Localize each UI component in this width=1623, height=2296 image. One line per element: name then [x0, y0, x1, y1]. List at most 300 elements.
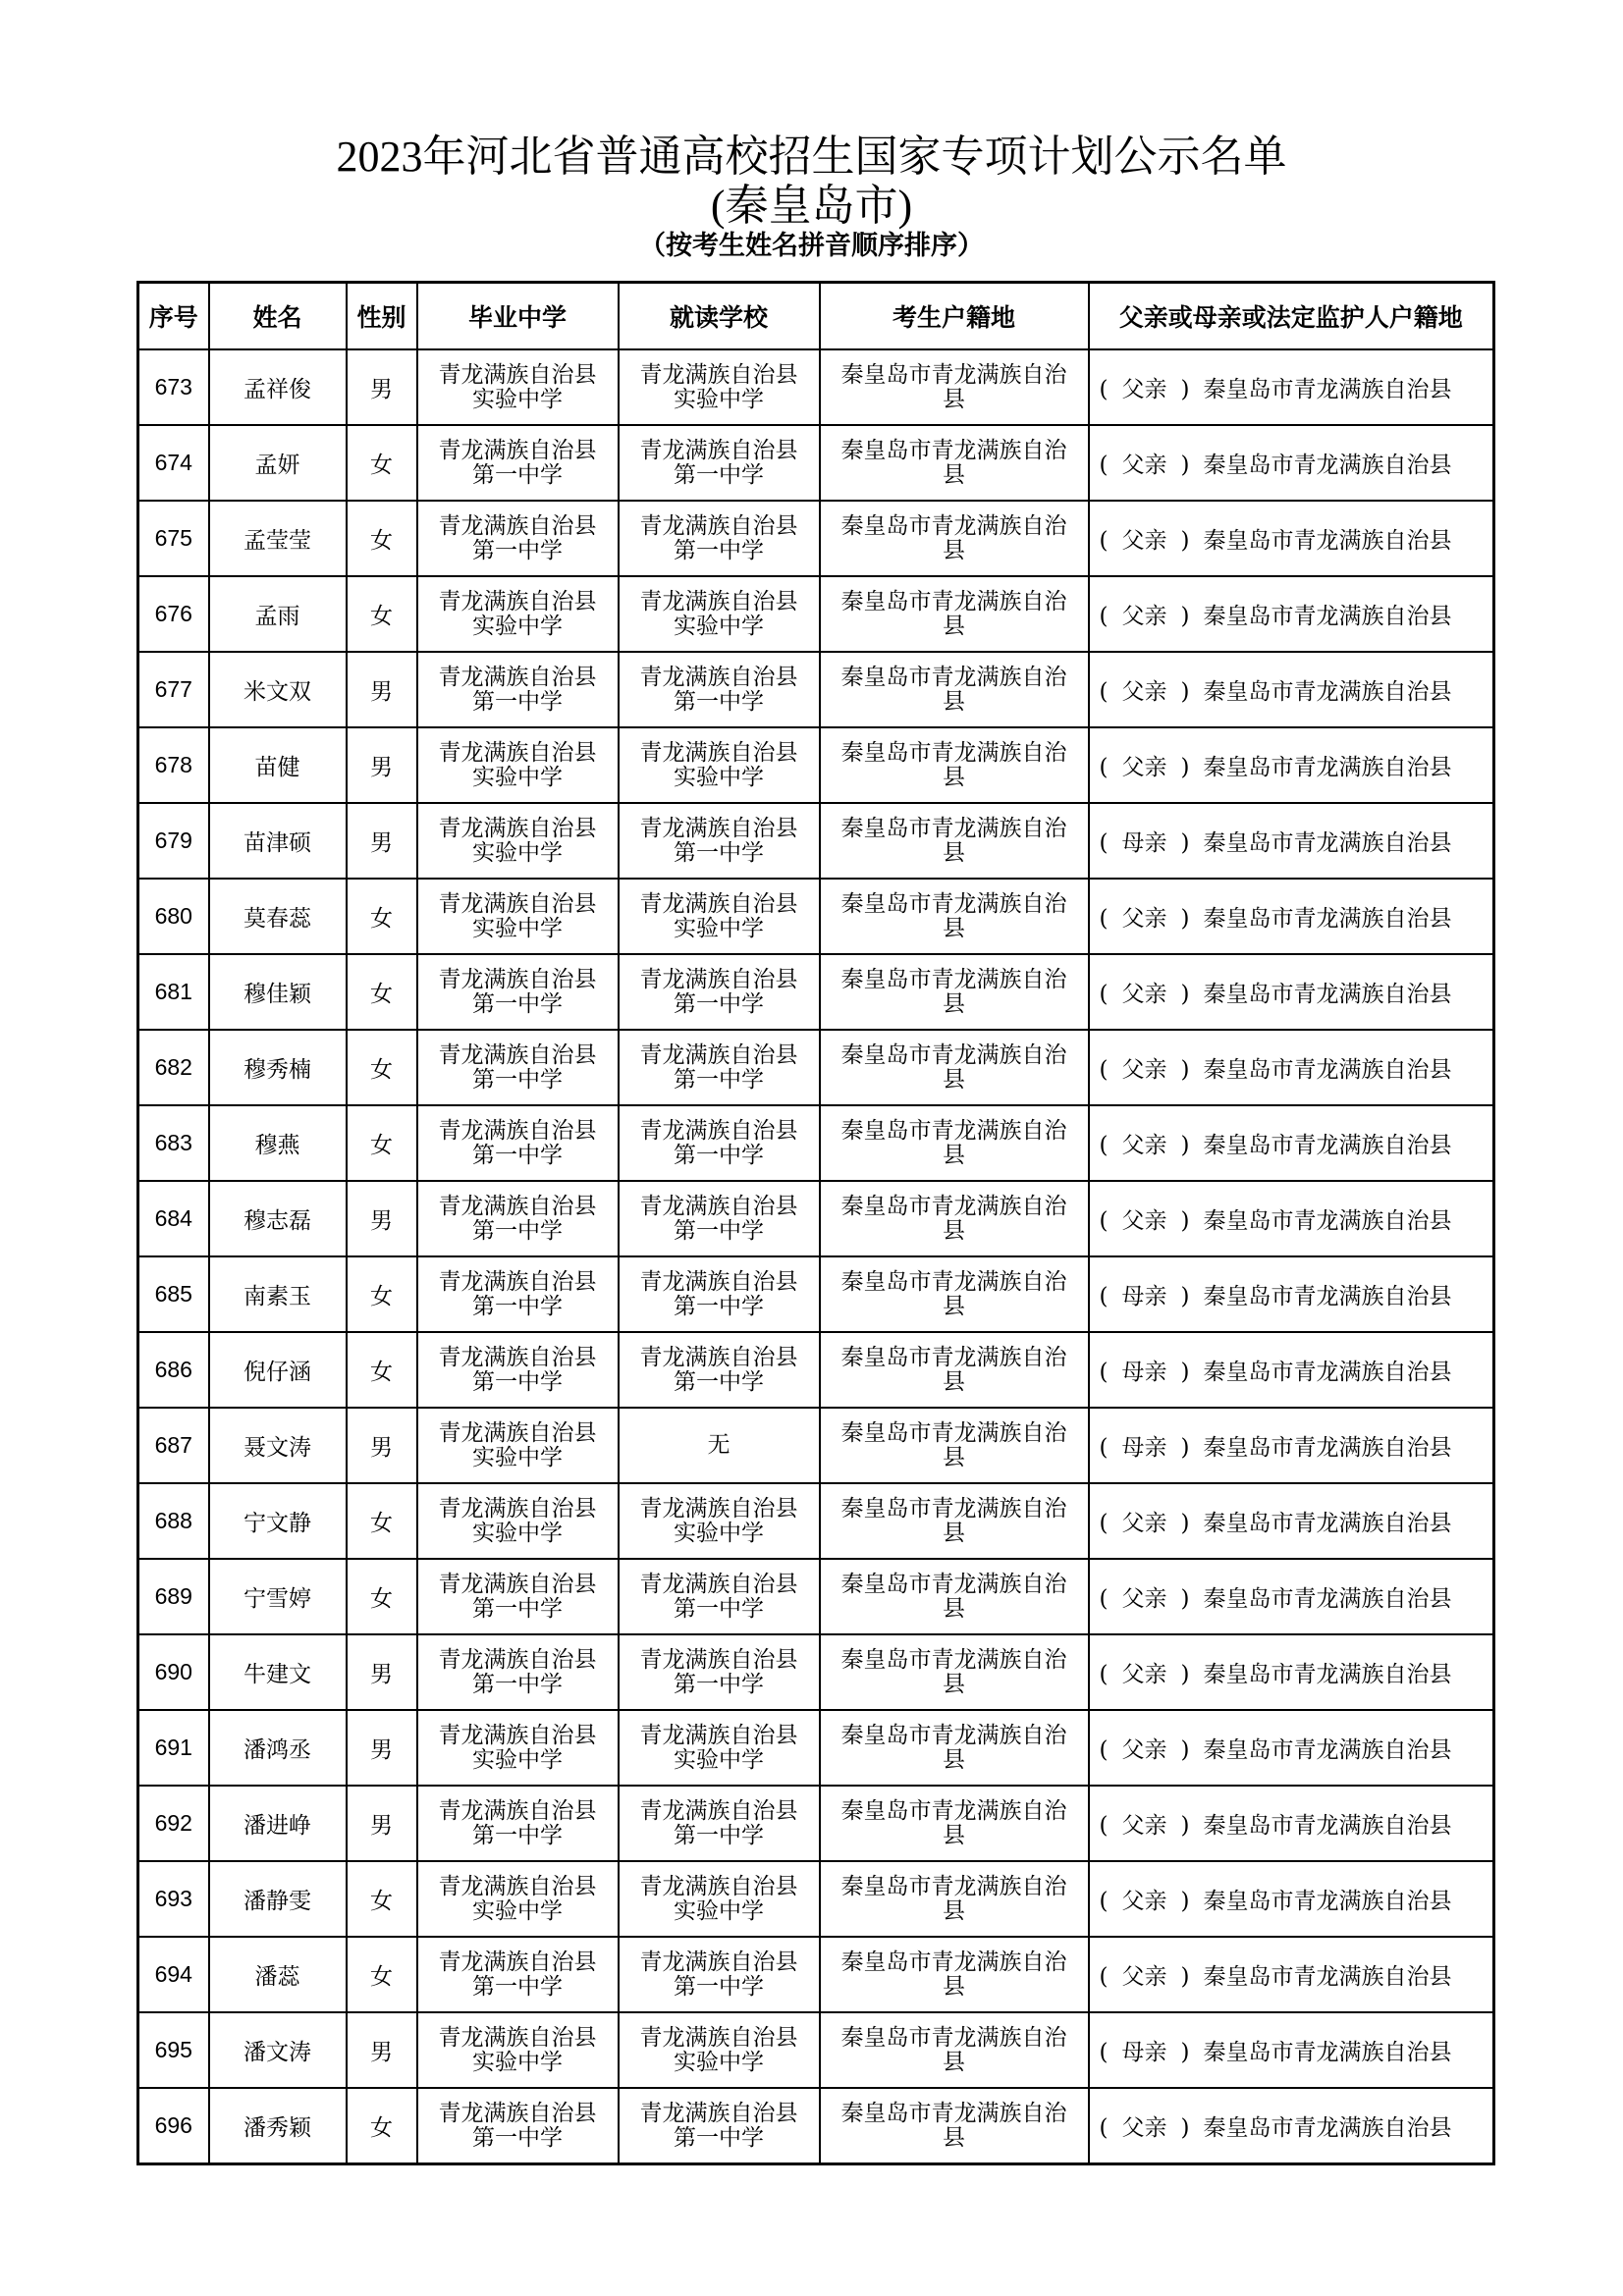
cell-gender: 男 — [347, 1634, 417, 1710]
cell-current-school-line: 青龙满族自治县 — [639, 1646, 798, 1673]
cell-graduation-school — [417, 1483, 619, 1559]
cell-student-hukou-line: 县 — [943, 2124, 965, 2151]
cell-graduation-school — [417, 1710, 619, 1786]
cell-serial-number: 693 — [138, 1861, 209, 1937]
cell-serial-number: 686 — [138, 1332, 209, 1408]
cell-student-name: 南素玉 — [209, 1256, 347, 1332]
cell-graduation-school-line: 青龙满族自治县 — [438, 1193, 597, 1219]
close-paren: ) — [1180, 1813, 1190, 1839]
cell-graduation-school-line: 实验中学 — [472, 915, 563, 941]
cell-serial-number: 680 — [138, 879, 209, 954]
cell-student-name: 穆秀楠 — [209, 1030, 347, 1105]
cell-gender: 男 — [347, 652, 417, 727]
cell-gender: 女 — [347, 501, 417, 576]
cell-graduation-school-line: 实验中学 — [472, 1746, 563, 1773]
cell-guardian-hukou — [1089, 1559, 1494, 1634]
cell-guardian-hukou — [1089, 954, 1494, 1030]
cell-student-name: 潘静雯 — [209, 1861, 347, 1937]
cell-guardian-hukou — [1089, 1181, 1494, 1256]
cell-graduation-school-line: 青龙满族自治县 — [438, 1041, 597, 1068]
open-paren: ( — [1099, 2115, 1109, 2141]
cell-current-school-line: 实验中学 — [674, 2049, 764, 2075]
guardian-relation: 父亲 — [1121, 604, 1167, 629]
cell-student-hukou-line: 县 — [943, 1368, 965, 1395]
cell-current-school-line: 青龙满族自治县 — [639, 1268, 798, 1295]
cell-student-hukou-line: 县 — [943, 1444, 965, 1470]
cell-serial-number: 692 — [138, 1786, 209, 1861]
cell-serial-number: 677 — [138, 652, 209, 727]
cell-gender: 男 — [347, 2012, 417, 2088]
guardian-relation: 父亲 — [1121, 1889, 1167, 1914]
guardian-hukou-place: 秦皇岛市青龙满族自治县 — [1203, 830, 1452, 856]
cell-graduation-school-line: 青龙满族自治县 — [438, 1646, 597, 1673]
guardian-hukou-place: 秦皇岛市青龙满族自治县 — [1203, 1511, 1452, 1536]
cell-student-hukou — [820, 1332, 1089, 1408]
guardian-relation: 父亲 — [1121, 377, 1167, 402]
close-paren: ) — [1180, 1662, 1190, 1687]
guardian-relation: 父亲 — [1121, 1586, 1167, 1612]
cell-student-hukou-line: 县 — [943, 688, 965, 715]
close-paren: ) — [1180, 1057, 1190, 1083]
cell-student-hukou-line: 县 — [943, 386, 965, 412]
cell-student-hukou-line: 秦皇岛市青龙满族自治 — [840, 890, 1067, 917]
close-paren: ) — [1180, 1360, 1190, 1385]
cell-gender: 男 — [347, 803, 417, 879]
cell-current-school-line: 实验中学 — [674, 386, 764, 412]
table-row — [138, 1483, 1494, 1559]
cell-student-hukou-line: 秦皇岛市青龙满族自治 — [840, 588, 1067, 614]
cell-graduation-school — [417, 1559, 619, 1634]
cell-graduation-school — [417, 1181, 619, 1256]
table-row — [138, 1710, 1494, 1786]
cell-current-school-line: 第一中学 — [674, 688, 764, 715]
cell-guardian-hukou — [1089, 1710, 1494, 1786]
cell-student-name: 苗健 — [209, 727, 347, 803]
cell-current-school-line: 实验中学 — [674, 1746, 764, 1773]
cell-current-school — [619, 1634, 820, 1710]
open-paren: ( — [1099, 679, 1109, 705]
close-paren: ) — [1180, 906, 1190, 932]
cell-student-hukou-line: 秦皇岛市青龙满族自治 — [840, 1646, 1067, 1673]
cell-current-school-line: 第一中学 — [674, 461, 764, 488]
guardian-hukou-place: 秦皇岛市青龙满族自治县 — [1203, 1737, 1452, 1763]
cell-current-school — [619, 1105, 820, 1181]
cell-graduation-school-line: 第一中学 — [472, 990, 563, 1017]
guardian-relation: 父亲 — [1121, 906, 1167, 932]
cell-student-hukou — [820, 727, 1089, 803]
guardian-hukou-place: 秦皇岛市青龙满族自治县 — [1203, 1662, 1452, 1687]
cell-current-school — [619, 1937, 820, 2012]
cell-guardian-hukou — [1089, 1332, 1494, 1408]
cell-current-school-line: 青龙满族自治县 — [639, 1873, 798, 1899]
guardian-relation: 父亲 — [1121, 1662, 1167, 1687]
cell-current-school-line: 实验中学 — [674, 1897, 764, 1924]
table-row — [138, 879, 1494, 954]
guardian-relation: 父亲 — [1121, 1057, 1167, 1083]
cell-guardian-hukou — [1089, 349, 1494, 425]
cell-student-name: 孟祥俊 — [209, 349, 347, 425]
cell-student-hukou-line: 秦皇岛市青龙满族自治 — [840, 512, 1067, 539]
close-paren: ) — [1180, 1284, 1190, 1309]
cell-current-school — [619, 1030, 820, 1105]
cell-student-name: 宁文静 — [209, 1483, 347, 1559]
cell-student-name: 穆志磊 — [209, 1181, 347, 1256]
table-row — [138, 2012, 1494, 2088]
guardian-relation: 父亲 — [1121, 1813, 1167, 1839]
table-row — [138, 349, 1494, 425]
open-paren: ( — [1099, 1889, 1109, 1914]
column-header-name: 姓名 — [209, 283, 347, 350]
cell-current-school-line: 实验中学 — [674, 915, 764, 941]
cell-student-hukou-line: 县 — [943, 1671, 965, 1697]
cell-student-hukou-line: 县 — [943, 1142, 965, 1168]
cell-student-hukou-line: 秦皇岛市青龙满族自治 — [840, 1797, 1067, 1824]
cell-current-school — [619, 1786, 820, 1861]
cell-current-school — [619, 1710, 820, 1786]
cell-graduation-school — [417, 425, 619, 501]
cell-student-name: 潘进峥 — [209, 1786, 347, 1861]
open-paren: ( — [1099, 377, 1109, 402]
cell-guardian-hukou — [1089, 652, 1494, 727]
cell-student-hukou-line: 秦皇岛市青龙满族自治 — [840, 2100, 1067, 2126]
cell-current-school-line: 第一中学 — [674, 1822, 764, 1848]
cell-guardian-hukou — [1089, 1786, 1494, 1861]
open-paren: ( — [1099, 1737, 1109, 1763]
guardian-hukou-place: 秦皇岛市青龙满族自治县 — [1203, 1435, 1452, 1461]
guardian-hukou-place: 秦皇岛市青龙满族自治县 — [1203, 1057, 1452, 1083]
open-paren: ( — [1099, 1813, 1109, 1839]
cell-current-school-line: 第一中学 — [674, 1066, 764, 1093]
cell-current-school — [619, 576, 820, 652]
cell-current-school — [619, 1559, 820, 1634]
cell-current-school-line: 实验中学 — [674, 613, 764, 639]
cell-serial-number: 694 — [138, 1937, 209, 2012]
cell-student-hukou — [820, 1483, 1089, 1559]
open-paren: ( — [1099, 1284, 1109, 1309]
cell-student-name: 穆佳颖 — [209, 954, 347, 1030]
cell-graduation-school-line: 实验中学 — [472, 764, 563, 790]
cell-student-hukou-line: 县 — [943, 839, 965, 866]
roster-table — [136, 281, 1495, 2165]
guardian-relation: 父亲 — [1121, 982, 1167, 1007]
guardian-hukou-place: 秦皇岛市青龙满族自治县 — [1203, 755, 1452, 780]
cell-guardian-hukou — [1089, 1634, 1494, 1710]
cell-student-hukou-line: 秦皇岛市青龙满族自治 — [840, 1117, 1067, 1144]
open-paren: ( — [1099, 1057, 1109, 1083]
cell-current-school-line: 青龙满族自治县 — [639, 815, 798, 841]
column-header-guardian-hukou: 父亲或母亲或法定监护人户籍地 — [1089, 283, 1494, 350]
cell-current-school-line: 青龙满族自治县 — [639, 890, 798, 917]
open-paren: ( — [1099, 1586, 1109, 1612]
cell-graduation-school-line: 实验中学 — [472, 613, 563, 639]
cell-current-school — [619, 1332, 820, 1408]
cell-student-name: 苗津硕 — [209, 803, 347, 879]
cell-current-school — [619, 727, 820, 803]
cell-guardian-hukou — [1089, 803, 1494, 879]
cell-guardian-hukou — [1089, 1408, 1494, 1483]
cell-current-school-line: 青龙满族自治县 — [639, 1949, 798, 1975]
guardian-hukou-place: 秦皇岛市青龙满族自治县 — [1203, 906, 1452, 932]
close-paren: ) — [1180, 2115, 1190, 2141]
cell-serial-number: 695 — [138, 2012, 209, 2088]
cell-student-hukou-line: 秦皇岛市青龙满族自治 — [840, 1495, 1067, 1522]
cell-graduation-school-line: 青龙满族自治县 — [438, 1873, 597, 1899]
cell-student-hukou-line: 秦皇岛市青龙满族自治 — [840, 1571, 1067, 1597]
guardian-hukou-place: 秦皇岛市青龙满族自治县 — [1203, 2040, 1452, 2065]
cell-student-hukou-line: 秦皇岛市青龙满族自治 — [840, 966, 1067, 992]
cell-gender: 男 — [347, 1408, 417, 1483]
cell-graduation-school-line: 第一中学 — [472, 1671, 563, 1697]
guardian-relation: 父亲 — [1121, 1133, 1167, 1158]
cell-current-school-line: 青龙满族自治县 — [639, 361, 798, 388]
cell-student-hukou-line: 县 — [943, 613, 965, 639]
cell-current-school — [619, 652, 820, 727]
guardian-hukou-place: 秦皇岛市青龙满族自治县 — [1203, 377, 1452, 402]
cell-student-hukou — [820, 1559, 1089, 1634]
open-paren: ( — [1099, 2040, 1109, 2065]
cell-guardian-hukou — [1089, 1256, 1494, 1332]
close-paren: ) — [1180, 1964, 1190, 1990]
cell-serial-number: 688 — [138, 1483, 209, 1559]
cell-graduation-school-line: 青龙满族自治县 — [438, 890, 597, 917]
guardian-relation: 父亲 — [1121, 528, 1167, 554]
cell-guardian-hukou — [1089, 879, 1494, 954]
cell-graduation-school — [417, 501, 619, 576]
open-paren: ( — [1099, 1133, 1109, 1158]
cell-graduation-school-line: 青龙满族自治县 — [438, 512, 597, 539]
cell-gender: 女 — [347, 1332, 417, 1408]
cell-graduation-school-line: 青龙满族自治县 — [438, 2024, 597, 2051]
cell-student-hukou-line: 县 — [943, 1217, 965, 1244]
cell-graduation-school-line: 青龙满族自治县 — [438, 815, 597, 841]
guardian-hukou-place: 秦皇岛市青龙满族自治县 — [1203, 2115, 1452, 2141]
cell-serial-number: 687 — [138, 1408, 209, 1483]
table-row — [138, 1937, 1494, 2012]
cell-serial-number: 674 — [138, 425, 209, 501]
guardian-hukou-place: 秦皇岛市青龙满族自治县 — [1203, 1586, 1452, 1612]
cell-gender: 女 — [347, 576, 417, 652]
cell-student-hukou — [820, 1937, 1089, 2012]
cell-student-hukou-line: 秦皇岛市青龙满族自治 — [840, 2024, 1067, 2051]
guardian-hukou-place: 秦皇岛市青龙满族自治县 — [1203, 604, 1452, 629]
cell-graduation-school-line: 青龙满族自治县 — [438, 1268, 597, 1295]
cell-graduation-school-line: 第一中学 — [472, 1822, 563, 1848]
document-subtitle-city: (秦皇岛市) — [710, 182, 913, 230]
cell-graduation-school-line: 第一中学 — [472, 1293, 563, 1319]
cell-student-hukou-line: 秦皇岛市青龙满族自治 — [840, 1041, 1067, 1068]
guardian-hukou-place: 秦皇岛市青龙满族自治县 — [1203, 1133, 1452, 1158]
cell-student-name: 潘文涛 — [209, 2012, 347, 2088]
close-paren: ) — [1180, 604, 1190, 629]
cell-current-school — [619, 425, 820, 501]
cell-student-hukou-line: 县 — [943, 1520, 965, 1546]
cell-graduation-school — [417, 576, 619, 652]
cell-graduation-school-line: 第一中学 — [472, 688, 563, 715]
cell-graduation-school-line: 第一中学 — [472, 537, 563, 563]
cell-student-hukou-line: 县 — [943, 915, 965, 941]
cell-student-hukou-line: 县 — [943, 1822, 965, 1848]
guardian-relation: 父亲 — [1121, 679, 1167, 705]
cell-serial-number: 675 — [138, 501, 209, 576]
cell-current-school-line: 青龙满族自治县 — [639, 1193, 798, 1219]
cell-graduation-school-line: 实验中学 — [472, 839, 563, 866]
cell-graduation-school — [417, 803, 619, 879]
cell-serial-number: 682 — [138, 1030, 209, 1105]
cell-student-hukou-line: 秦皇岛市青龙满族自治 — [840, 361, 1067, 388]
close-paren: ) — [1180, 755, 1190, 780]
cell-student-hukou — [820, 1105, 1089, 1181]
column-header-current-school: 就读学校 — [619, 283, 820, 350]
cell-student-hukou — [820, 1181, 1089, 1256]
cell-graduation-school-line: 第一中学 — [472, 461, 563, 488]
cell-student-hukou-line: 秦皇岛市青龙满族自治 — [840, 664, 1067, 690]
cell-gender: 女 — [347, 1937, 417, 2012]
guardian-hukou-place: 秦皇岛市青龙满族自治县 — [1203, 679, 1452, 705]
guardian-relation: 母亲 — [1121, 830, 1167, 856]
cell-guardian-hukou — [1089, 2012, 1494, 2088]
cell-student-name: 穆燕 — [209, 1105, 347, 1181]
table-row — [138, 652, 1494, 727]
cell-current-school-line: 青龙满族自治县 — [639, 588, 798, 614]
cell-graduation-school-line: 青龙满族自治县 — [438, 1722, 597, 1748]
close-paren: ) — [1180, 2040, 1190, 2065]
cell-graduation-school — [417, 1937, 619, 2012]
guardian-hukou-place: 秦皇岛市青龙满族自治县 — [1203, 1284, 1452, 1309]
close-paren: ) — [1180, 1133, 1190, 1158]
cell-student-hukou-line: 县 — [943, 1746, 965, 1773]
cell-guardian-hukou — [1089, 1105, 1494, 1181]
open-paren: ( — [1099, 1435, 1109, 1461]
close-paren: ) — [1180, 1208, 1190, 1234]
cell-current-school-line: 青龙满族自治县 — [639, 1571, 798, 1597]
open-paren: ( — [1099, 755, 1109, 780]
cell-student-hukou — [820, 1634, 1089, 1710]
cell-student-hukou — [820, 1030, 1089, 1105]
guardian-hukou-place: 秦皇岛市青龙满族自治县 — [1203, 982, 1452, 1007]
cell-current-school-line: 实验中学 — [674, 1520, 764, 1546]
cell-guardian-hukou — [1089, 1937, 1494, 2012]
cell-current-school-line: 第一中学 — [674, 1671, 764, 1697]
cell-gender: 女 — [347, 1030, 417, 1105]
cell-current-school-line: 第一中学 — [674, 990, 764, 1017]
close-paren: ) — [1180, 982, 1190, 1007]
cell-graduation-school — [417, 1332, 619, 1408]
cell-student-hukou-line: 县 — [943, 990, 965, 1017]
cell-graduation-school — [417, 1861, 619, 1937]
close-paren: ) — [1180, 679, 1190, 705]
cell-student-hukou-line: 县 — [943, 1897, 965, 1924]
cell-serial-number: 683 — [138, 1105, 209, 1181]
cell-student-name: 孟妍 — [209, 425, 347, 501]
cell-graduation-school-line: 第一中学 — [472, 2124, 563, 2151]
cell-gender: 男 — [347, 727, 417, 803]
cell-current-school-line: 青龙满族自治县 — [639, 739, 798, 766]
cell-graduation-school — [417, 2088, 619, 2164]
close-paren: ) — [1180, 377, 1190, 402]
table-row — [138, 1105, 1494, 1181]
guardian-relation: 母亲 — [1121, 2040, 1167, 2065]
cell-student-name: 米文双 — [209, 652, 347, 727]
cell-graduation-school-line: 青龙满族自治县 — [438, 1117, 597, 1144]
cell-student-hukou — [820, 1861, 1089, 1937]
cell-current-school — [619, 1256, 820, 1332]
cell-student-name: 潘鸿丞 — [209, 1710, 347, 1786]
guardian-hukou-place: 秦皇岛市青龙满族自治县 — [1203, 1813, 1452, 1839]
guardian-relation: 父亲 — [1121, 453, 1167, 478]
table-header-row — [138, 283, 1494, 350]
cell-current-school-line: 第一中学 — [674, 1142, 764, 1168]
cell-graduation-school-line: 青龙满族自治县 — [438, 739, 597, 766]
cell-graduation-school — [417, 1408, 619, 1483]
cell-graduation-school-line: 青龙满族自治县 — [438, 1419, 597, 1446]
document-sort-note: （按考生姓名拼音顺序排序） — [639, 231, 984, 260]
cell-graduation-school — [417, 1030, 619, 1105]
cell-current-school-line: 青龙满族自治县 — [639, 1722, 798, 1748]
cell-student-name: 孟雨 — [209, 576, 347, 652]
table-row — [138, 501, 1494, 576]
cell-graduation-school — [417, 954, 619, 1030]
cell-student-hukou — [820, 1408, 1089, 1483]
table-row — [138, 1559, 1494, 1634]
cell-graduation-school-line: 实验中学 — [472, 1520, 563, 1546]
open-paren: ( — [1099, 982, 1109, 1007]
cell-student-hukou-line: 县 — [943, 1293, 965, 1319]
cell-student-hukou-line: 秦皇岛市青龙满族自治 — [840, 739, 1067, 766]
guardian-hukou-place: 秦皇岛市青龙满族自治县 — [1203, 1208, 1452, 1234]
cell-gender: 男 — [347, 1710, 417, 1786]
cell-graduation-school-line: 第一中学 — [472, 1142, 563, 1168]
cell-gender: 女 — [347, 2088, 417, 2164]
cell-current-school-line: 第一中学 — [674, 537, 764, 563]
guardian-relation: 父亲 — [1121, 755, 1167, 780]
guardian-relation: 父亲 — [1121, 1737, 1167, 1763]
cell-graduation-school — [417, 349, 619, 425]
cell-serial-number: 684 — [138, 1181, 209, 1256]
cell-student-hukou-line: 秦皇岛市青龙满族自治 — [840, 1193, 1067, 1219]
cell-graduation-school-line: 实验中学 — [472, 1444, 563, 1470]
cell-current-school — [619, 2012, 820, 2088]
column-header-student-hukou: 考生户籍地 — [820, 283, 1089, 350]
cell-graduation-school-line: 实验中学 — [472, 386, 563, 412]
cell-current-school-line: 青龙满族自治县 — [639, 512, 798, 539]
cell-student-hukou-line: 秦皇岛市青龙满族自治 — [840, 815, 1067, 841]
column-header-gender: 性别 — [347, 283, 417, 350]
close-paren: ) — [1180, 830, 1190, 856]
cell-current-school — [619, 1483, 820, 1559]
open-paren: ( — [1099, 906, 1109, 932]
cell-guardian-hukou — [1089, 1861, 1494, 1937]
open-paren: ( — [1099, 1662, 1109, 1687]
cell-current-school-line: 青龙满族自治县 — [639, 2024, 798, 2051]
table-row — [138, 803, 1494, 879]
cell-graduation-school-line: 第一中学 — [472, 1217, 563, 1244]
cell-student-hukou — [820, 1256, 1089, 1332]
cell-current-school-line: 第一中学 — [674, 839, 764, 866]
document-title: 2023年河北省普通高校招生国家专项计划公示名单 — [336, 133, 1287, 181]
cell-gender: 女 — [347, 1483, 417, 1559]
cell-graduation-school-line: 青龙满族自治县 — [438, 1949, 597, 1975]
cell-graduation-school-line: 青龙满族自治县 — [438, 966, 597, 992]
table-body — [138, 349, 1494, 2164]
open-paren: ( — [1099, 604, 1109, 629]
table-row — [138, 1181, 1494, 1256]
cell-student-hukou — [820, 349, 1089, 425]
cell-graduation-school-line: 青龙满族自治县 — [438, 361, 597, 388]
cell-student-name: 聂文涛 — [209, 1408, 347, 1483]
close-paren: ) — [1180, 1586, 1190, 1612]
cell-current-school-line: 青龙满族自治县 — [639, 664, 798, 690]
cell-student-name: 潘蕊 — [209, 1937, 347, 2012]
